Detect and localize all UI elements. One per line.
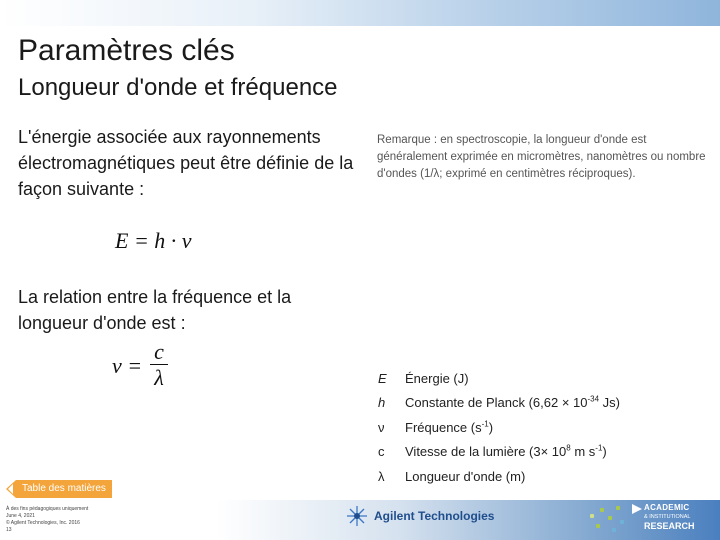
- legend-symbol: ν: [378, 419, 385, 435]
- relation-text: La relation entre la fréquence et la longueur d'onde est :: [18, 287, 292, 333]
- legend-desc: Vitesse de la lumière ($3\times 10^8$ m $s^{-1}$): [405, 443, 607, 460]
- legend-row-frequency: [378, 415, 620, 440]
- header-band: [0, 0, 720, 26]
- fraction-denominator: λ: [154, 365, 164, 390]
- fraction-numerator: c: [150, 340, 168, 365]
- slide-title: Paramètres clés: [18, 34, 235, 67]
- fraction: [150, 340, 168, 391]
- legend-symbol: λ: [378, 468, 385, 484]
- academic-research-logo: ACADEMIC & INSTITUTIONAL RESEARCH: [630, 501, 718, 539]
- legend-symbol: c: [378, 444, 385, 460]
- remark-text: Remarque : en spectroscopie, la longueur d'onde est généralement exprimée en micromètres, nanomètres ou nombre d'ondes (1/λ; exprimé en centimètres réciproques).: [377, 134, 706, 180]
- footer-note: À des fins pédagogiques uniquement June 4, 2021 © Agilent Technologies, Inc. 2016 13: [6, 506, 89, 533]
- frequency-formula: [112, 340, 168, 391]
- legend-row-speed-of-light: [378, 440, 620, 465]
- energy-formula: E = h · ν: [115, 228, 192, 253]
- agilent-logo: [346, 505, 494, 527]
- academic-arrow-icon: [632, 504, 642, 514]
- chevron-left-icon: [4, 480, 16, 498]
- legend-row-energy: [378, 366, 620, 391]
- agilent-spark-icon: [346, 505, 368, 527]
- legend-symbol: h: [378, 395, 386, 411]
- legend-symbol: E: [378, 370, 387, 386]
- toc-label: Table des matières: [16, 480, 112, 498]
- intro-text: L'énergie associée aux rayonnements électromagnétiques peut être définie de la façon suivante :: [18, 127, 354, 199]
- legend-row-planck: [378, 391, 620, 416]
- formula-lhs: ν =: [112, 352, 143, 378]
- agilent-brand-name: Agilent Technologies: [374, 509, 495, 523]
- legend-desc: Énergie (J): [405, 370, 469, 386]
- legend-row-wavelength: [378, 464, 620, 489]
- legend-desc: Constante de Planck ($6,62 \times 10^{-34}$ Js): [405, 394, 620, 411]
- legend-desc: Longueur d'onde (m): [405, 468, 526, 484]
- slide-subtitle: Longueur d'onde et fréquence: [18, 74, 338, 101]
- symbol-legend: [378, 366, 620, 489]
- table-of-contents-button[interactable]: [4, 480, 112, 498]
- legend-desc: Fréquence $(s^{-1})$: [405, 419, 494, 435]
